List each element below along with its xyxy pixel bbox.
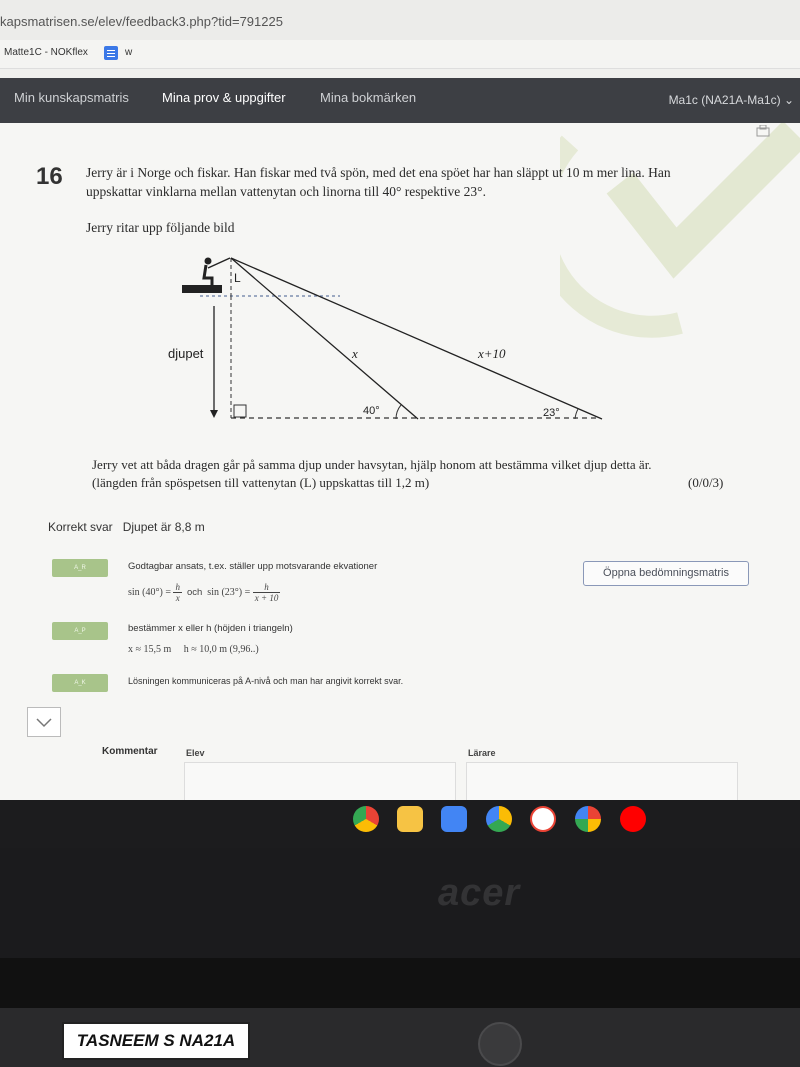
- gmail-icon[interactable]: [530, 806, 556, 832]
- correct-answer: [48, 520, 205, 534]
- nav-prov-uppgifter[interactable]: Mina prov & uppgifter: [162, 90, 286, 105]
- url-text[interactable]: kapsmatrisen.se/elev/feedback3.php?tid=791225: [0, 14, 283, 29]
- task-line-1: Jerry vet att båda dragen går på samma djup under havsytan, hjälp honom att bestämma vilket djup detta är.: [92, 457, 652, 472]
- files-icon[interactable]: [397, 806, 423, 832]
- points-badge: (0/0/3): [688, 475, 724, 490]
- criterion-text-ak: Lösningen kommuniceras på A-nivå och man har angivit korrekt svar.: [128, 676, 404, 686]
- label-L: L: [234, 271, 241, 285]
- correct-answer-label: Korrekt svar: [48, 520, 113, 534]
- question-number: 16: [36, 163, 63, 190]
- bookmark-nokflex[interactable]: Matte1C - NOKflex: [4, 47, 88, 58]
- bookmark-w[interactable]: w: [125, 47, 133, 58]
- triangle-figure: [160, 248, 620, 433]
- label-x: x: [352, 346, 358, 361]
- criterion-badge-ak: A_K: [52, 674, 108, 692]
- angle-arc-40: [396, 405, 401, 419]
- correct-answer-value: Djupet är 8,8 m: [122, 520, 205, 534]
- comment-title: Kommentar: [102, 746, 158, 757]
- task-text: [92, 456, 712, 492]
- course-label: Ma1c (NA21A-Ma1c): [668, 93, 781, 107]
- fraction-2-numerator: h: [253, 582, 281, 593]
- h-approx: h ≈ 10,0 m (9,96..): [183, 644, 259, 655]
- chevron-down-icon: ⌄: [783, 93, 794, 107]
- angle-23-label: 23°: [543, 407, 560, 419]
- criterion-text-ap: bestämmer x eller h (höjden i triangeln): [128, 623, 293, 634]
- equations: [128, 582, 280, 603]
- print-icon[interactable]: [756, 125, 770, 139]
- main-nav: [0, 78, 800, 123]
- bookmarks-bar: [0, 40, 800, 69]
- student-comment-label: Elev: [186, 748, 205, 758]
- label-depth: djupet: [168, 346, 204, 361]
- task-line-2: (längden från spöspetsen till vattenytan (L) uppskattas till 1,2 m): [92, 475, 430, 490]
- x-approx: x ≈ 15,5 m: [128, 644, 172, 655]
- angle-40-label: 40°: [363, 405, 380, 417]
- fraction-h-x: [173, 582, 182, 603]
- name-sticker: TASNEEM S NA21A: [62, 1022, 250, 1060]
- fraction-1-denominator: x: [175, 593, 180, 603]
- nav-bokmarken[interactable]: Mina bokmärken: [320, 90, 417, 105]
- fraction-1-numerator: h: [175, 582, 180, 592]
- teacher-comment-label: Lärare: [468, 748, 496, 758]
- right-angle-mark: [234, 405, 246, 417]
- fraction-h-x10: [253, 582, 281, 603]
- boat-icon: [182, 285, 222, 293]
- fisherman-icon: [205, 258, 212, 265]
- nav-kunskapsmatris[interactable]: Min kunskapsmatris: [14, 90, 129, 105]
- open-matrix-button[interactable]: Öppna bedömningsmatris: [583, 561, 749, 586]
- laptop-hinge: [0, 958, 800, 1008]
- criterion-badge-ap: A_P: [52, 622, 108, 640]
- docs-app-icon[interactable]: [441, 806, 467, 832]
- photos-icon[interactable]: [575, 806, 601, 832]
- eq2-left: sin (23°) =: [207, 586, 251, 598]
- address-bar[interactable]: [0, 0, 800, 41]
- chrome-icon[interactable]: [353, 806, 379, 832]
- eq1-left: sin (40°) =: [128, 586, 171, 598]
- och-text: och: [186, 586, 203, 598]
- drive-icon[interactable]: [486, 806, 512, 832]
- chevron-down-icon: [28, 708, 60, 736]
- course-selector[interactable]: [669, 93, 794, 107]
- label-x-plus-10: x+10: [478, 346, 506, 361]
- student-comment-box[interactable]: [184, 762, 456, 800]
- approx-values: [128, 644, 259, 655]
- teacher-comment-box[interactable]: [466, 762, 738, 800]
- figure-intro: Jerry ritar upp följande bild: [86, 220, 235, 235]
- criterion-badge-ar: A_R: [52, 559, 108, 577]
- docs-icon[interactable]: [104, 46, 118, 60]
- question-text: Jerry är i Norge och fiskar. Han fiskar med två spön, med det ena spöet har han släppt ut 10 m mer lina. Han uppskattar vinklarna mellan vattenytan och linorna till 40° respektive 23°.: [86, 165, 671, 199]
- criterion-text-ar: Godtagbar ansats, t.ex. ställer upp motsvarande ekvationer: [128, 561, 378, 572]
- camera-icon: [478, 1022, 522, 1066]
- acer-logo: acer: [438, 872, 521, 914]
- expand-button[interactable]: [27, 707, 61, 737]
- line-x: [231, 258, 418, 419]
- youtube-icon[interactable]: [620, 806, 646, 832]
- line-x-plus-10: [231, 258, 602, 419]
- fraction-2-denominator: x + 10: [254, 593, 279, 603]
